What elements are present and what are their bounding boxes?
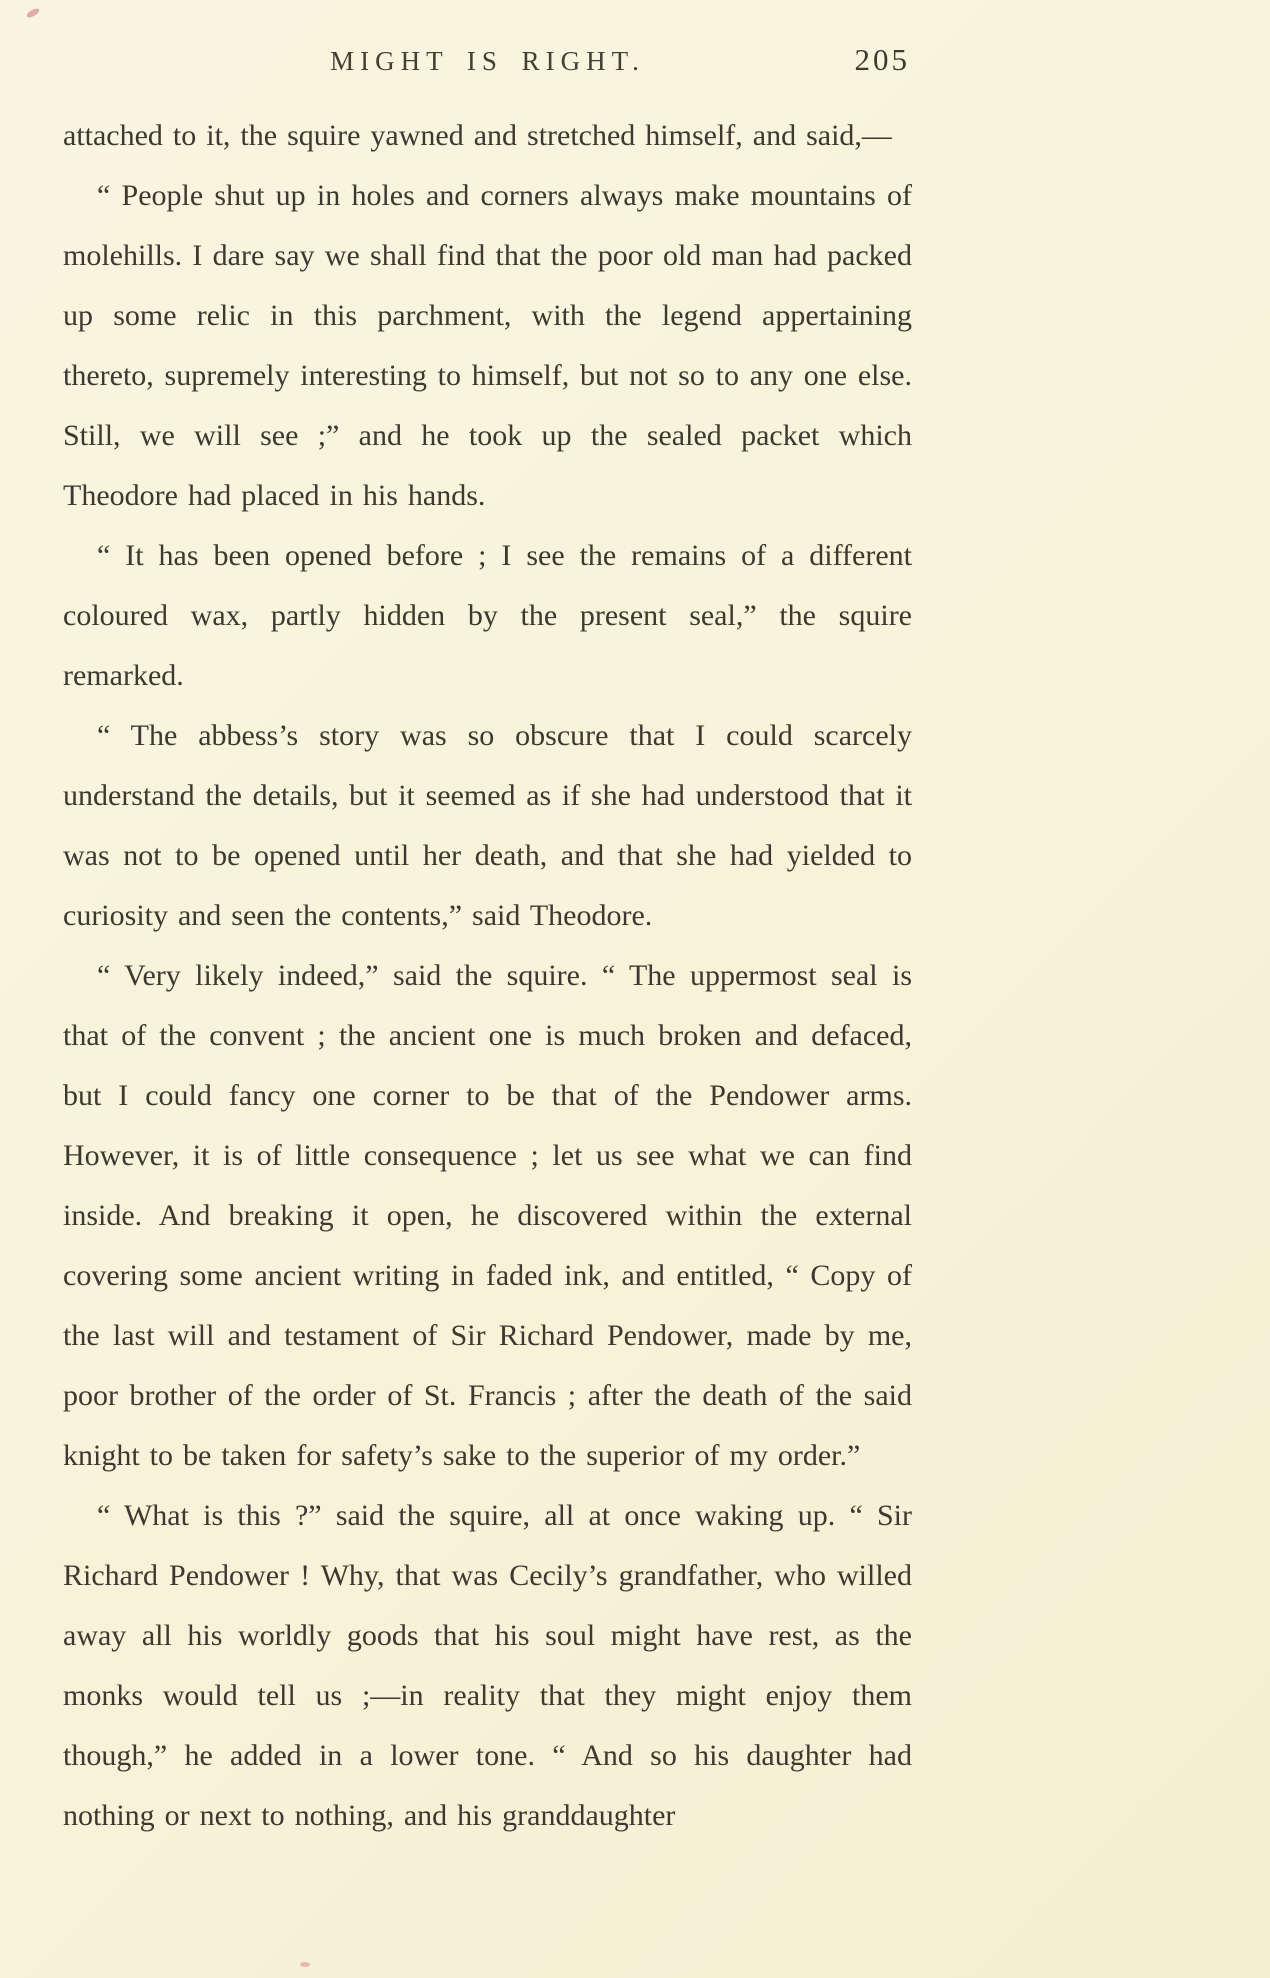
paragraph: “ People shut up in holes and corners always make mountains of molehills. I dare say we shall find that the poor old man had packed up some relic in this parchment, with the legend appertaining thereto, supremely interesting to himself, but not so to any one else. Still, we will see ;” and he took up the sealed packet which Theodore had placed in his hands. [63,179,912,512]
paragraph: “ It has been opened before ; I see the remains of a different coloured wax, partly hidden by the present seal,” the squire remarked. [63,539,912,692]
page-content [63,40,912,1846]
running-title: MIGHT IS RIGHT. [330,46,645,76]
page-number: 205 [854,42,910,77]
paragraph: “ Very likely indeed,” said the squire. “ The uppermost seal is that of the convent ; the ancient one is much broken and defaced, but I could fancy one corner to be that of the Pendower arms. However, it is of little consequence ; let us see what we can find inside. And breaking it open, he discovered within the external covering some ancient writing in faded ink, and entitled, “ Copy of the last will and testament of Sir Richard Pendower, made by me, poor brother of the order of St. Francis ; after the death of the said knight to be taken for safety’s sake to the superior of my order.” [63,959,912,1472]
body-text [63,106,912,1846]
scan-artifact [25,7,40,19]
paragraph: attached to it, the squire yawned and stretched himself, and said,— [63,119,892,152]
scan-artifact [300,1962,310,1967]
page-header [63,40,912,84]
paragraph: “ The abbess’s story was so obscure that I could scarcely understand the details, but it seemed as if she had understood that it was not to be opened until her death, and that she had yielded to curiosity and seen the contents,” said Theodore. [63,719,912,932]
paragraph: “ What is this ?” said the squire, all at once waking up. “ Sir Richard Pendower ! Why, that was Cecily’s grandfather, who willed away all his worldly goods that his soul might have rest, as the monks would tell us ;—in reality that they might enjoy them though,” he added in a lower tone. “ And so his daughter had nothing or next to nothing, and his granddaughter [63,1499,912,1832]
